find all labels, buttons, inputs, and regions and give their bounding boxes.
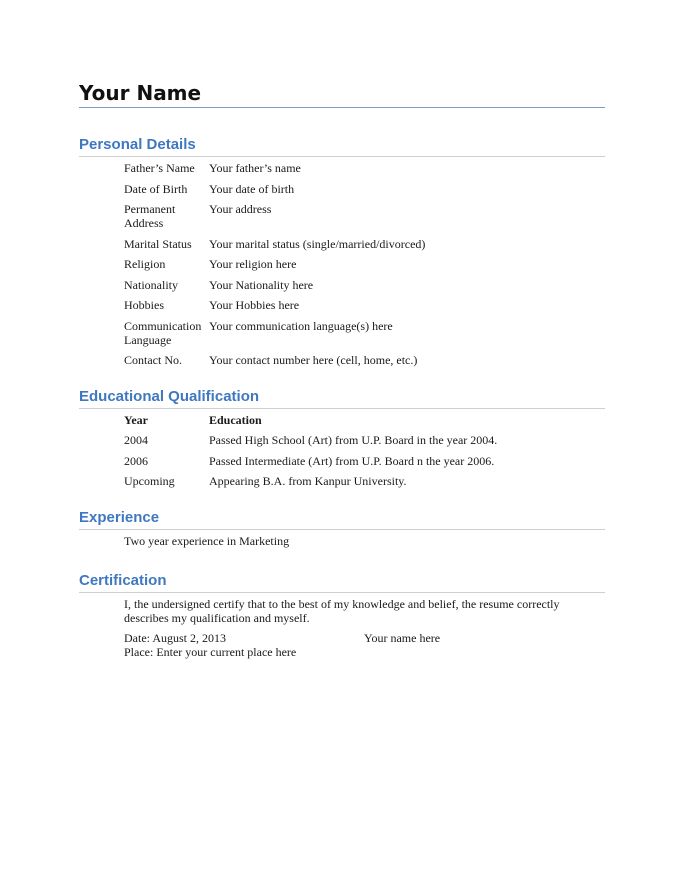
column-header-education: Education bbox=[209, 412, 262, 427]
detail-value: Your religion here bbox=[209, 257, 297, 271]
table-row bbox=[124, 161, 425, 182]
section-divider bbox=[79, 408, 605, 409]
detail-label: Marital Status bbox=[124, 236, 192, 251]
detail-value: Your communication language(s) here bbox=[209, 318, 393, 333]
certification-date: Date: August 2, 2013 bbox=[124, 630, 226, 645]
education-section bbox=[79, 388, 605, 495]
edu-detail: Passed High School (Art) from U.P. Board in the year 2004. bbox=[209, 433, 498, 447]
table-row bbox=[124, 454, 497, 475]
column-header-year: Year bbox=[124, 412, 148, 427]
section-divider bbox=[79, 529, 605, 530]
detail-label: Communication Language bbox=[124, 318, 202, 347]
detail-label: Contact No. bbox=[124, 353, 182, 367]
certification-section bbox=[79, 572, 605, 659]
section-title-education: Educational Qualification bbox=[79, 387, 260, 405]
table-row bbox=[124, 474, 497, 495]
certification-place: Place: Enter your current place here bbox=[124, 644, 297, 659]
detail-value: Your Hobbies here bbox=[209, 298, 300, 312]
detail-value: Your date of birth bbox=[209, 181, 295, 196]
table-row bbox=[124, 319, 425, 354]
table-row bbox=[124, 278, 425, 299]
table-row bbox=[124, 182, 425, 203]
experience-section bbox=[79, 509, 605, 548]
resume-page bbox=[79, 78, 605, 659]
personal-details-table bbox=[124, 161, 425, 374]
section-divider bbox=[79, 592, 605, 593]
detail-value: Your marital status (single/married/divorced) bbox=[209, 236, 426, 251]
detail-value: Your Nationality here bbox=[209, 277, 314, 292]
section-title-personal: Personal Details bbox=[79, 136, 196, 153]
detail-label: Hobbies bbox=[124, 298, 164, 312]
table-row bbox=[124, 257, 425, 278]
table-row bbox=[124, 433, 497, 454]
detail-label: Permanent Address bbox=[124, 202, 176, 230]
detail-label: Father’s Name bbox=[124, 161, 195, 175]
detail-label: Date of Birth bbox=[124, 181, 188, 196]
edu-year: Upcoming bbox=[124, 474, 175, 488]
signature-name: Your name here bbox=[364, 630, 441, 645]
table-header-row bbox=[124, 413, 497, 434]
table-row bbox=[124, 353, 425, 374]
table-row bbox=[124, 298, 425, 319]
detail-label: Nationality bbox=[124, 277, 178, 292]
personal-details-section bbox=[79, 136, 605, 374]
detail-value: Your father’s name bbox=[209, 161, 301, 175]
edu-year: 2006 bbox=[124, 453, 148, 468]
signature-block bbox=[124, 631, 605, 659]
detail-value: Your address bbox=[209, 202, 272, 216]
section-divider bbox=[79, 156, 605, 157]
resume-name: Your Name bbox=[79, 81, 202, 105]
section-title-experience: Experience bbox=[79, 508, 160, 526]
detail-value: Your contact number here (cell, home, etc.) bbox=[209, 353, 418, 367]
table-row bbox=[124, 237, 425, 258]
detail-label: Religion bbox=[124, 257, 166, 271]
section-title-certification: Certification bbox=[79, 571, 167, 589]
edu-year: 2004 bbox=[124, 433, 148, 447]
edu-detail: Appearing B.A. from Kanpur University. bbox=[209, 474, 407, 488]
table-row bbox=[124, 202, 425, 237]
education-table bbox=[124, 413, 497, 495]
certification-text: I, the undersigned certify that to the best of my knowledge and belief, the resume correctly describes my qualification and myself. bbox=[124, 596, 560, 625]
edu-detail: Passed Intermediate (Art) from U.P. Board n the year 2006. bbox=[209, 453, 495, 468]
experience-text: Two year experience in Marketing bbox=[124, 533, 290, 548]
